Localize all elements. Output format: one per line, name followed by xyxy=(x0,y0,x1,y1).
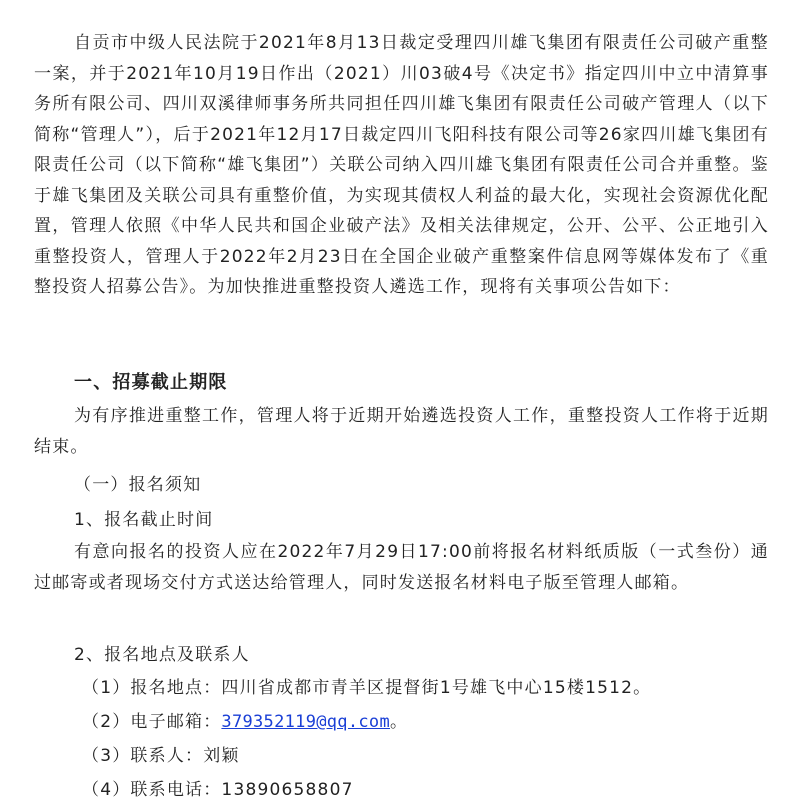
email-line xyxy=(82,707,769,738)
contact-line xyxy=(82,741,769,772)
address-label: （1）报名地点： xyxy=(82,678,222,698)
section1-body: 为有序推进重整工作，管理人将于近期开始遴选投资人工作，重整投资人工作将于近期结束。 xyxy=(34,406,769,457)
item2-title: 2、报名地点及联系人 xyxy=(74,645,250,665)
email-suffix: 。 xyxy=(389,712,409,732)
contact-value: 刘颖 xyxy=(203,746,240,766)
phone-value: 13890658807 xyxy=(221,780,354,800)
address-line xyxy=(82,673,769,704)
email-label: （2）电子邮箱： xyxy=(82,712,222,732)
address-value: 四川省成都市青羊区提督街1号雄飞中心15楼1512。 xyxy=(221,678,652,698)
phone-line xyxy=(82,775,769,806)
contact-label: （3）联系人： xyxy=(82,746,204,766)
item1-title: 1、报名截止时间 xyxy=(74,510,214,530)
email-link[interactable]: 379352119@qq.com xyxy=(221,712,390,732)
item1-body: 有意向报名的投资人应在2022年7月29日17:00前将报名材料纸质版（一式叁份）通过邮寄或者现场交付方式送达给管理人，同时发送报名材料电子版至管理人邮箱。 xyxy=(34,542,769,593)
intro-paragraph: 自贡市中级人民法院于2021年8月13日裁定受理四川雄飞集团有限责任公司破产重整一案，并于2021年10月19日作出（2021）川03破4号《决定书》指定四川中立中清算事务所有限公司、四川双溪律师事务所共同担任四川雄飞集团有限责任公司破产管理人（以下简称“管理人”），后于2021年12月17日裁定四川飞阳科技有限公司等26家四川雄飞集团有限责任公司（以下简称“雄飞集团”）关联公司纳入四川雄飞集团有限责任公司合并重整。鉴于雄飞集团及关联公司具有重整价值，为实现其债权人利益的最大化，实现社会资源优化配置，管理人依照《中华人民共和国企业破产法》及相关法律规定，公开、公平、公正地引入重整投资人，管理人于2022年2月23日在全国企业破产重整案件信息网等媒体发布了《重整投资人招募公告》。为加快推进重整投资人遴选工作，现将有关事项公告如下： xyxy=(34,33,769,297)
section1-heading: 一、招募截止期限 xyxy=(74,372,228,393)
phone-label: （4）联系电话： xyxy=(82,780,222,800)
sub1-heading: （一）报名须知 xyxy=(74,475,202,495)
